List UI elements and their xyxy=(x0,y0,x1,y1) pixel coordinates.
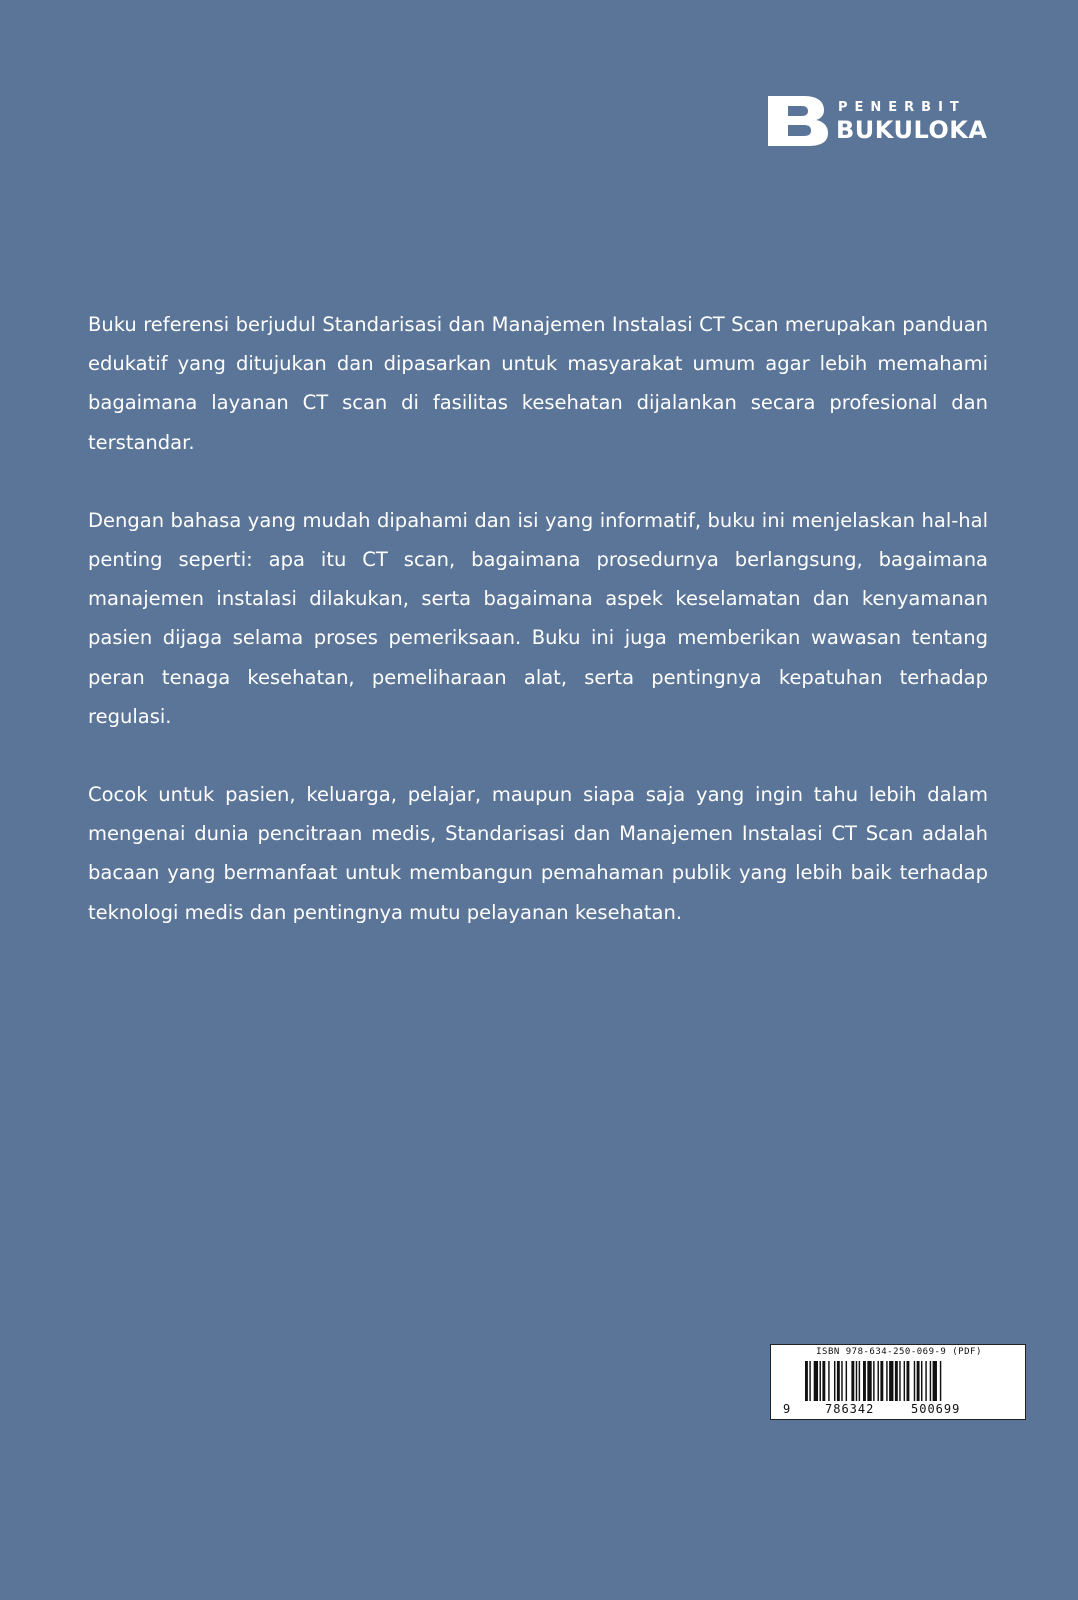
b-letter-logo-icon xyxy=(768,92,832,148)
barcode-bar xyxy=(822,1361,825,1401)
barcode-bar xyxy=(904,1361,905,1401)
isbn-label: ISBN 978-634-250-069-9 (PDF) xyxy=(816,1347,982,1357)
barcode-bar xyxy=(805,1361,808,1401)
barcode-bar xyxy=(873,1361,874,1401)
barcode-right-digits: 500699 xyxy=(911,1402,961,1416)
barcode-left-digits: 786342 xyxy=(825,1402,875,1416)
barcode-bar xyxy=(933,1361,937,1401)
barcode-bar xyxy=(889,1361,893,1401)
barcode-bar xyxy=(878,1361,879,1401)
barcode-bar xyxy=(814,1361,818,1401)
barcode-bar xyxy=(851,1361,854,1401)
barcode-bar xyxy=(809,1361,810,1401)
barcode-bar xyxy=(837,1361,840,1401)
barcode-bar xyxy=(940,1361,941,1401)
blurb-paragraph: Dengan bahasa yang mudah dipahami dan isi yang informatif, buku ini menjelaskan hal-hal penting seperti: apa itu CT scan, bagaimana prosedurnya berlangsung, bagaimana manajemen instalasi dilakukan, serta bagaimana aspek keselamatan dan kenyamanan pasien dijaga selama proses pemeriksaan. Buku ini juga memberikan wawasan tentang peran tenaga kesehatan, pemeliharaan alat, serta pentingnya kepatuhan terhadap regulasi. xyxy=(88,508,988,728)
barcode-first-digit: 9 xyxy=(783,1402,791,1416)
isbn-barcode xyxy=(770,1344,1026,1420)
barcode-bar xyxy=(907,1361,910,1401)
barcode-bar xyxy=(834,1361,835,1401)
barcode-bar xyxy=(917,1361,920,1401)
barcode-bar xyxy=(846,1361,847,1401)
barcode-bar xyxy=(856,1361,857,1401)
barcode-bar xyxy=(914,1361,915,1401)
publisher-logo xyxy=(768,90,990,150)
book-blurb xyxy=(88,305,988,971)
blurb-paragraph: Buku referensi berjudul Standarisasi dan Manajemen Instalasi CT Scan merupakan panduan edukatif yang ditujukan dan dipasarkan untuk masyarakat umum agar lebih memahami bagaimana layanan CT scan di fasilitas kesehatan dijalankan secara profesional dan terstandar. xyxy=(88,313,988,454)
blurb-paragraph: Cocok untuk pasien, keluarga, pelajar, maupun siapa saja yang ingin tahu lebih dalam mengenai dunia pencitraan medis, Standarisasi dan Manajemen Instalasi CT Scan adalah bacaan yang bermanfaat untuk membangun pemahaman publik yang lebih baik terhadap teknologi medis dan pentingnya mutu pelayanan kesehatan. xyxy=(88,783,988,924)
barcode-bar xyxy=(859,1361,860,1401)
barcode-bar xyxy=(886,1361,887,1401)
barcode-bar xyxy=(841,1361,842,1401)
barcode-bar xyxy=(895,1361,898,1401)
barcode-bars xyxy=(805,1361,995,1401)
barcode-bar xyxy=(930,1361,931,1401)
barcode-bar xyxy=(863,1361,866,1401)
barcode-bar xyxy=(925,1361,926,1401)
barcode-bar xyxy=(867,1361,871,1401)
barcode-bar xyxy=(899,1361,900,1401)
publisher-name: BUKULOKA xyxy=(836,116,988,144)
barcode-bar xyxy=(921,1361,922,1401)
barcode-bar xyxy=(820,1361,821,1401)
barcode-bar xyxy=(828,1361,829,1401)
publisher-label: PENERBIT xyxy=(838,100,966,115)
barcode-bar xyxy=(880,1361,883,1401)
